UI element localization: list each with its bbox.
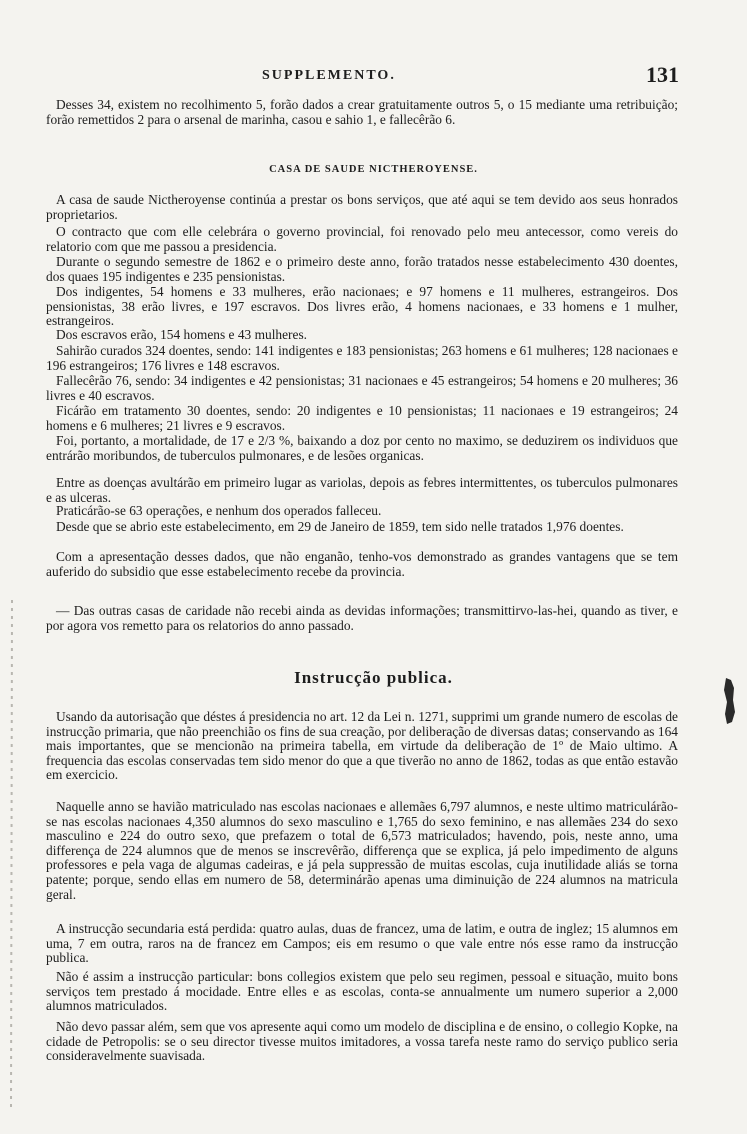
page-header [0, 62, 747, 86]
paragraph: Ficárão em tratamento 30 doentes, sendo: 20 indigentes e 10 pensionistas; 11 nacionaes e 19 estrangeiros; 24 homens e 6 mulheres; 21 livres e 9 escravos. [46, 403, 678, 433]
ink-blot-mark [722, 678, 736, 724]
paragraph: Entre as doenças avultárão em primeiro lugar as variolas, depois as febres intermittentes, os tuberculos pulmonares e as ulceras. [46, 475, 678, 505]
paragraph: Não é assim a instrucção particular: bons collegios existem que pelo seu regimen, pessoal e situação, muito bons serviços tem prestado á mocidade. Entre elles e as escolas, conta-se annualmente um numero superior a 2,000 alumnos matriculados. [46, 969, 678, 1014]
page-number: 131 [646, 62, 679, 87]
paragraph: Dos indigentes, 54 homens e 33 mulheres, erão nacionaes; e 97 homens e 11 mulheres, estrangeiros. Dos pensionistas, 38 erão livres, e 197 escravos. Dos livres erão, 4 homens nacionaes, e 33 homens e 1 mulher, estrangeiros. [46, 284, 678, 329]
paragraph: O contracto que com elle celebrára o governo provincial, foi renovado pelo meu antecessor, como vereis do relatorio com que me passou a presidencia. [46, 224, 678, 254]
paragraph: Praticárão-se 63 operações, e nenhum dos operados falleceu. [56, 503, 382, 518]
paragraph: Não devo passar além, sem que vos apresente aqui como um modelo de disciplina e de ensino, o collegio Kopke, na cidade de Petropolis: se o seu director tivesse muitos imitadores, a vossa tarefa neste ramo do serviço publico seria consideravelmente suavisada. [46, 1019, 678, 1064]
paragraph: Naquelle anno se havião matriculado nas escolas nacionaes e allemães 6,797 alumnos, e neste ultimo matriculárão-se nas escolas nacionaes 4,350 alumnos do sexo masculino e 1,765 do sexo feminino, e nas allemães 234 do sexo masculino e 224 do outro sexo, que prefazem o total de 6,573 matriculados; havendo, pois, neste anno, uma differença de 224 alumnos que de menos se inscrevêrão, differença que se explica, já pelo impedimento de alguns professores e pela vaga de algumas cadeiras, e já pela suppressão de muitas escolas, cuja inutilidade aliás se torna patente; porque, sendo ellas em numero de 58, determinárão apenas uma diminuição de 224 alumnos na matricula geral. [46, 799, 678, 902]
paragraph: Com a apresentação desses dados, que não enganão, tenho-vos demonstrado as grandes vantagens que se tem auferido do subsidio que esse estabelecimento recebe da provincia. [46, 549, 678, 579]
paragraph: Dos escravos erão, 154 homens e 43 mulheres. [56, 327, 308, 342]
paragraph: A casa de saude Nictheroyense continúa a prestar os bons serviços, que até aqui se tem devido aos seus honrados proprietarios. [46, 192, 678, 222]
binding-edge-marks [8, 600, 16, 1110]
intro-paragraph: Desses 34, existem no recolhimento 5, forão dados a crear gratuitamente outros 5, o 15 mediante uma retribuição; forão remettidos 2 para o arsenal de marinha, casou e sahio 1, e fallecêrão 6. [46, 97, 678, 127]
paragraph: — Das outras casas de caridade não recebi ainda as devidas informações; transmittirvo-las-hei, quando as tiver, e por agora vos remetto para os relatorios do anno passado. [46, 603, 678, 633]
paragraph: Sahirão curados 324 doentes, sendo: 141 indigentes e 183 pensionistas; 263 homens e 61 mulheres; 128 nacionaes e 196 estrangeiros; 176 livres e 148 escravos. [46, 343, 678, 373]
paragraph: Fallecêrão 76, sendo: 34 indigentes e 42 pensionistas; 31 nacionaes e 45 estrangeiros; 54 homens e 20 mulheres; 36 livres e 40 escravos. [46, 373, 678, 403]
paragraph: Foi, portanto, a mortalidade, de 17 e 2/3 %, baixando a doz por cento no maximo, se deduzirem os individuos que entrárão moribundos, de tuberculos pulmonares, e de lesões organicas. [46, 433, 678, 463]
running-title: SUPPLEMENTO. [262, 68, 396, 83]
paragraph: Usando da autorisação que déstes á presidencia no art. 12 da Lei n. 1271, supprimi um grande numero de escolas de instrucção primaria, que não preenchião os fins de sua creação, por deliberação de diversas datas; conservando as 164 mais importantes, que se mencionão na primeira tabella, em virtude da deliberação de 1º de Maio ultimo. A frequencia das escolas conservadas tem sido menor do que a que tiverão no anno de 1862, todas as que então estavão em exercicio. [46, 709, 678, 783]
paragraph: A instrucção secundaria está perdida: quatro aulas, duas de francez, uma de latim, e outra de inglez; 15 alumnos em uma, 7 em outra, raros na de francez em Campos; eis em resumo o que vale entre nós esse ramo da instrucção publica. [46, 921, 678, 966]
paragraph: Durante o segundo semestre de 1862 e o primeiro deste anno, forão tratados nesse estabelecimento 430 doentes, dos quaes 195 indigentes e 235 pensionistas. [46, 254, 678, 284]
section-heading-instrucao: Instrucção publica. [294, 668, 453, 687]
paragraph: Desde que se abrio este estabelecimento, em 29 de Janeiro de 1859, tem sido nelle tratados 1,976 doentes. [56, 519, 624, 534]
section-heading-casa-saude: CASA DE SAUDE NICTHEROYENSE. [269, 164, 478, 175]
